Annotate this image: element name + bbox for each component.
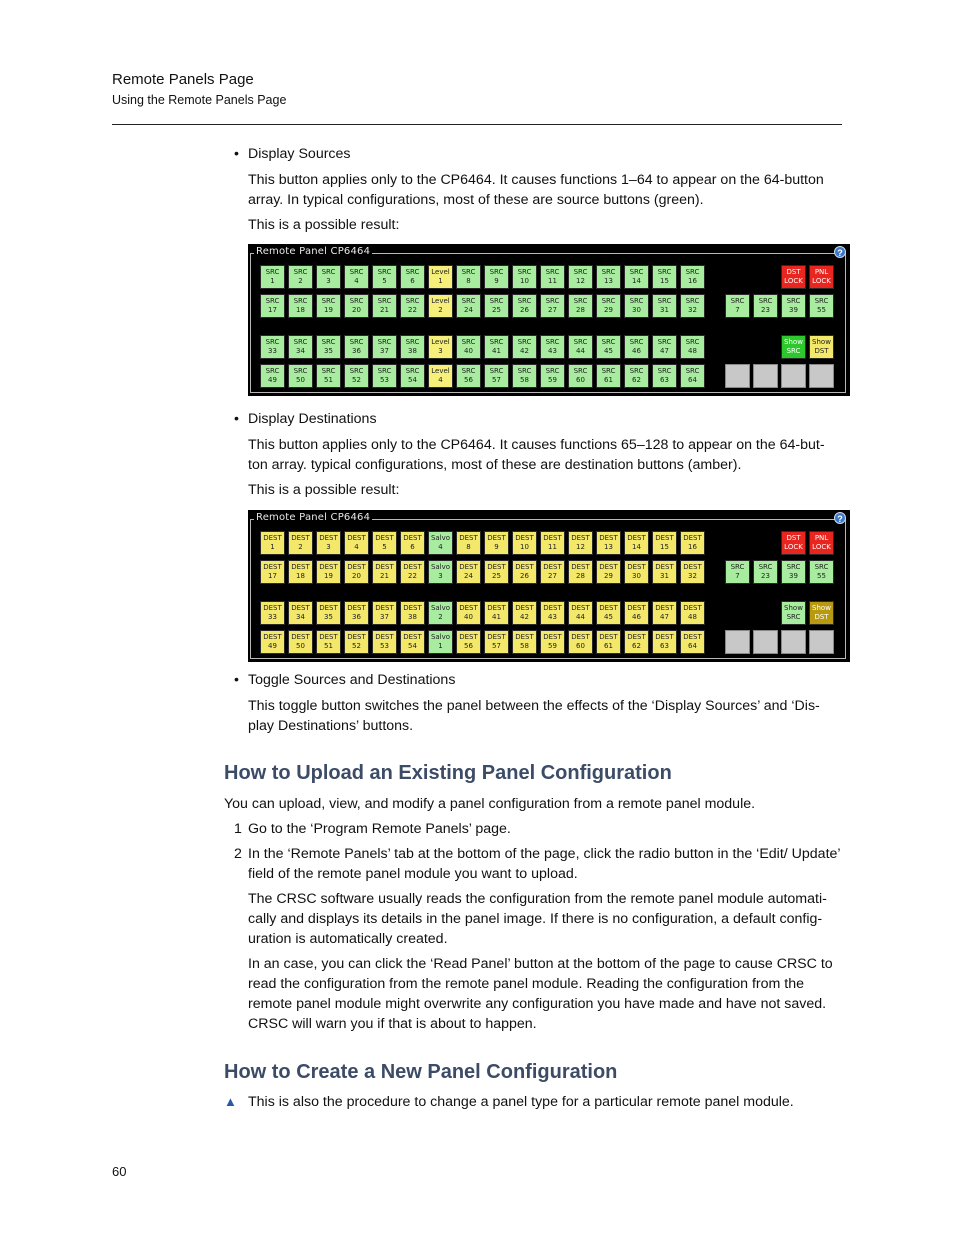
panel-button[interactable]: SRC 34 — [288, 335, 313, 359]
panel-side-button[interactable]: DST LOCK — [781, 531, 806, 555]
panel-button[interactable]: DEST 38 — [400, 601, 425, 625]
panel-button[interactable]: DEST 30 — [624, 560, 649, 584]
panel-button[interactable]: SRC 44 — [568, 335, 593, 359]
panel-blank-button[interactable] — [781, 630, 806, 654]
para-display-sources: This button applies only to the CP6464. It causes functions 1–64 to appear on the 64-button array. In typical configurations, most of these are source buttons (green). — [248, 172, 824, 208]
panel-button[interactable]: SRC 45 — [596, 335, 621, 359]
panel-button[interactable]: DEST 20 — [344, 560, 369, 584]
panel-button[interactable]: DEST 37 — [372, 601, 397, 625]
bullet-toggle: • Toggle Sources and Destinations — [234, 672, 456, 688]
step-number: 1 — [234, 821, 242, 837]
panel-button[interactable]: SRC 5 — [372, 265, 397, 289]
panel-button[interactable]: DEST 16 — [680, 531, 705, 555]
panel-button[interactable]: SRC 3 — [316, 265, 341, 289]
bullet-display-destinations: • Display Destinations — [234, 411, 377, 427]
panel-side-button[interactable]: SRC 7 — [725, 560, 750, 584]
help-icon[interactable]: ? — [834, 246, 846, 258]
panel-button[interactable]: SRC 63 — [652, 364, 677, 388]
panel-button[interactable]: DEST 53 — [372, 630, 397, 654]
heading-create: How to Create a New Panel Configuration — [224, 1061, 618, 1083]
panel-button[interactable]: SRC 32 — [680, 294, 705, 318]
panel-button[interactable]: SRC 35 — [316, 335, 341, 359]
panel-button[interactable]: SRC 6 — [400, 265, 425, 289]
panel-button[interactable]: DEST 40 — [456, 601, 481, 625]
panel-button[interactable]: DEST 42 — [512, 601, 537, 625]
panel-button[interactable]: SRC 53 — [372, 364, 397, 388]
panel-button[interactable]: DEST 51 — [316, 630, 341, 654]
panel-side-button[interactable]: Show SRC — [781, 601, 806, 625]
panel-button[interactable]: DEST 31 — [652, 560, 677, 584]
panel-side-button[interactable]: Show DST — [809, 335, 834, 359]
panel-button[interactable]: DEST 9 — [484, 531, 509, 555]
create-note: ▲ This is also the procedure to change a panel type for a particular remote panel module. — [224, 1094, 794, 1110]
panel-button[interactable]: DEST 59 — [540, 630, 565, 654]
panel-button[interactable]: SRC 60 — [568, 364, 593, 388]
panel-button[interactable]: DEST 21 — [372, 560, 397, 584]
panel-button[interactable]: DEST 45 — [596, 601, 621, 625]
step-text: In the ‘Remote Panels’ tab at the bottom of the page, click the radio button in the ‘Edit/ Update’ field of the remote panel module you want to upload. — [248, 846, 841, 882]
header-subtitle: Using the Remote Panels Page — [112, 93, 287, 107]
panel-button[interactable]: DEST 48 — [680, 601, 705, 625]
panel-button[interactable]: SRC 59 — [540, 364, 565, 388]
panel-side-button[interactable]: SRC 23 — [753, 294, 778, 318]
panel-button[interactable]: SRC 40 — [456, 335, 481, 359]
panel-button[interactable]: DEST 8 — [456, 531, 481, 555]
bullet-dot-icon: • — [234, 146, 239, 162]
panel-button[interactable]: DEST 5 — [372, 531, 397, 555]
panel-button[interactable]: DEST 35 — [316, 601, 341, 625]
panel-button[interactable]: DEST 47 — [652, 601, 677, 625]
panel-button[interactable]: SRC 27 — [540, 294, 565, 318]
panel-button[interactable]: SRC 18 — [288, 294, 313, 318]
panel-button[interactable]: SRC 8 — [456, 265, 481, 289]
panel-button[interactable]: DEST 44 — [568, 601, 593, 625]
panel-button[interactable]: Salvo 4 — [428, 531, 453, 555]
panel-button[interactable]: DEST 52 — [344, 630, 369, 654]
panel-button[interactable]: DEST 12 — [568, 531, 593, 555]
panel-button[interactable]: SRC 54 — [400, 364, 425, 388]
panel-button[interactable]: SRC 64 — [680, 364, 705, 388]
panel-button[interactable]: DEST 13 — [596, 531, 621, 555]
panel-sources — [248, 244, 850, 396]
panel-button[interactable]: DEST 62 — [624, 630, 649, 654]
panel-button[interactable]: DEST 4 — [344, 531, 369, 555]
panel-button[interactable]: SRC 11 — [540, 265, 565, 289]
panel-button[interactable]: SRC 22 — [400, 294, 425, 318]
panel-button[interactable]: SRC 61 — [596, 364, 621, 388]
panel-button[interactable]: SRC 56 — [456, 364, 481, 388]
panel-side-button[interactable]: SRC 55 — [809, 560, 834, 584]
panel-button[interactable]: SRC 15 — [652, 265, 677, 289]
panel-button[interactable]: SRC 42 — [512, 335, 537, 359]
panel-button[interactable]: DEST 41 — [484, 601, 509, 625]
panel-button[interactable]: DEST 19 — [316, 560, 341, 584]
panel-button[interactable]: DEST 2 — [288, 531, 313, 555]
upload-intro: You can upload, view, and modify a panel configuration from a remote panel module. — [224, 796, 756, 812]
panel-button[interactable]: DEST 25 — [484, 560, 509, 584]
panel-button[interactable]: DEST 6 — [400, 531, 425, 555]
panel-button[interactable]: SRC 1 — [260, 265, 285, 289]
panel-button[interactable]: DEST 56 — [456, 630, 481, 654]
panel-button[interactable]: SRC 37 — [372, 335, 397, 359]
panel-button[interactable]: DEST 36 — [344, 601, 369, 625]
panel-button[interactable]: SRC 14 — [624, 265, 649, 289]
panel-button[interactable]: DEST 10 — [512, 531, 537, 555]
panel-side-button[interactable]: Show SRC — [781, 335, 806, 359]
panel-button[interactable]: SRC 49 — [260, 364, 285, 388]
panel-button[interactable]: SRC 17 — [260, 294, 285, 318]
panel-button[interactable]: SRC 33 — [260, 335, 285, 359]
panel-button[interactable]: SRC 57 — [484, 364, 509, 388]
panel-button[interactable]: SRC 36 — [344, 335, 369, 359]
header-title: Remote Panels Page — [112, 71, 254, 88]
panel-button[interactable]: SRC 41 — [484, 335, 509, 359]
help-icon[interactable]: ? — [834, 512, 846, 524]
panel-side-button[interactable]: SRC 23 — [753, 560, 778, 584]
panel-button[interactable]: SRC 9 — [484, 265, 509, 289]
panel-button[interactable]: DEST 29 — [596, 560, 621, 584]
panel-button[interactable]: DEST 24 — [456, 560, 481, 584]
panel-side-button[interactable]: SRC 39 — [781, 560, 806, 584]
para-toggle: This toggle button switches the panel between the effects of the ‘Display Sources’ and ‘Dis-play Destinations’ buttons. — [248, 698, 820, 734]
panel-button[interactable]: DEST 43 — [540, 601, 565, 625]
page-number: 60 — [112, 1164, 127, 1179]
panel-button[interactable]: SRC 21 — [372, 294, 397, 318]
panel-button[interactable]: SRC 10 — [512, 265, 537, 289]
panel-button[interactable]: DEST 1 — [260, 531, 285, 555]
step-text: Go to the ‘Program Remote Panels’ page. — [248, 821, 511, 837]
panel-button[interactable]: DEST 57 — [484, 630, 509, 654]
panel-button[interactable]: Salvo 2 — [428, 601, 453, 625]
panel-side-button[interactable]: SRC 7 — [725, 294, 750, 318]
panel-button[interactable]: SRC 16 — [680, 265, 705, 289]
panel-blank-button[interactable] — [725, 364, 750, 388]
panel-button[interactable]: SRC 50 — [288, 364, 313, 388]
panel-button[interactable]: SRC 38 — [400, 335, 425, 359]
panel-button[interactable]: DEST 11 — [540, 531, 565, 555]
result-label-2: This is a possible result: — [248, 482, 400, 498]
panel-side-button[interactable]: DST LOCK — [781, 265, 806, 289]
panel-button[interactable]: SRC 51 — [316, 364, 341, 388]
panel-button[interactable]: DEST 33 — [260, 601, 285, 625]
panel-button[interactable]: DEST 26 — [512, 560, 537, 584]
panel-button[interactable]: DEST 50 — [288, 630, 313, 654]
panel-button[interactable]: SRC 46 — [624, 335, 649, 359]
upload-para-2: In an case, you can click the ‘Read Panel’ button at the bottom of the page to cause CRSC to read the configuration from the remote panel module. Reading the configuration from the remote panel module might overwrite any configuration you have made and have not saved. CRSC will warn you if that is about to happen. — [248, 956, 833, 1032]
panel-title: Remote Panel CP6464 — [256, 512, 371, 523]
header-rule — [112, 124, 842, 125]
panel-button[interactable]: DEST 28 — [568, 560, 593, 584]
panel-button[interactable]: DEST 64 — [680, 630, 705, 654]
panel-blank-button[interactable] — [753, 364, 778, 388]
panel-button[interactable]: SRC 47 — [652, 335, 677, 359]
panel-side-button[interactable]: Show DST — [809, 601, 834, 625]
panel-button[interactable]: SRC 13 — [596, 265, 621, 289]
panel-button[interactable]: Level 1 — [428, 265, 453, 289]
panel-button[interactable]: SRC 30 — [624, 294, 649, 318]
panel-button[interactable]: SRC 43 — [540, 335, 565, 359]
panel-button[interactable]: SRC 26 — [512, 294, 537, 318]
panel-button[interactable]: SRC 48 — [680, 335, 705, 359]
panel-button[interactable]: SRC 52 — [344, 364, 369, 388]
panel-button[interactable]: Salvo 1 — [428, 630, 453, 654]
panel-blank-button[interactable] — [781, 364, 806, 388]
panel-button[interactable]: DEST 15 — [652, 531, 677, 555]
panel-button[interactable]: SRC 19 — [316, 294, 341, 318]
panel-button[interactable]: SRC 58 — [512, 364, 537, 388]
step-number: 2 — [234, 846, 242, 862]
panel-button[interactable]: DEST 32 — [680, 560, 705, 584]
panel-button[interactable]: DEST 27 — [540, 560, 565, 584]
panel-blank-button[interactable] — [753, 630, 778, 654]
panel-side-button[interactable]: SRC 39 — [781, 294, 806, 318]
panel-button[interactable]: Level 3 — [428, 335, 453, 359]
para-display-destinations: This button applies only to the CP6464. It causes functions 65–128 to appear on the 64-but-ton array. typical configurations, most of these are destination buttons (amber). — [248, 437, 825, 473]
panel-button[interactable]: DEST 60 — [568, 630, 593, 654]
panel-destinations — [248, 510, 850, 662]
panel-button[interactable]: SRC 29 — [596, 294, 621, 318]
panel-button[interactable]: SRC 12 — [568, 265, 593, 289]
panel-button[interactable]: Level 2 — [428, 294, 453, 318]
panel-button[interactable]: DEST 34 — [288, 601, 313, 625]
panel-side-button[interactable]: PNL LOCK — [809, 265, 834, 289]
panel-button[interactable]: DEST 17 — [260, 560, 285, 584]
panel-button[interactable]: DEST 22 — [400, 560, 425, 584]
panel-button[interactable]: Level 4 — [428, 364, 453, 388]
panel-button[interactable]: SRC 2 — [288, 265, 313, 289]
panel-side-button[interactable]: SRC 55 — [809, 294, 834, 318]
panel-blank-button[interactable] — [809, 630, 834, 654]
bullet-display-sources: • Display Sources — [234, 146, 351, 162]
panel-button[interactable]: DEST 46 — [624, 601, 649, 625]
panel-blank-button[interactable] — [725, 630, 750, 654]
panel-button[interactable]: DEST 61 — [596, 630, 621, 654]
panel-button[interactable]: Salvo 3 — [428, 560, 453, 584]
panel-button[interactable]: DEST 63 — [652, 630, 677, 654]
panel-button[interactable]: DEST 3 — [316, 531, 341, 555]
panel-title: Remote Panel CP6464 — [256, 246, 371, 257]
panel-button[interactable]: SRC 28 — [568, 294, 593, 318]
panel-button[interactable]: SRC 20 — [344, 294, 369, 318]
panel-button[interactable]: DEST 14 — [624, 531, 649, 555]
panel-button[interactable]: SRC 24 — [456, 294, 481, 318]
panel-side-button[interactable]: PNL LOCK — [809, 531, 834, 555]
result-label-1: This is a possible result: — [248, 217, 400, 233]
panel-button[interactable]: SRC 62 — [624, 364, 649, 388]
panel-blank-button[interactable] — [809, 364, 834, 388]
panel-button[interactable]: SRC 4 — [344, 265, 369, 289]
panel-button[interactable]: DEST 58 — [512, 630, 537, 654]
triangle-icon: ▲ — [224, 1094, 237, 1109]
bullet-dot-icon: • — [234, 672, 239, 688]
heading-upload: How to Upload an Existing Panel Configuration — [224, 762, 672, 784]
panel-button[interactable]: DEST 18 — [288, 560, 313, 584]
bullet-dot-icon: • — [234, 411, 239, 427]
panel-button[interactable]: SRC 31 — [652, 294, 677, 318]
panel-button[interactable]: SRC 25 — [484, 294, 509, 318]
panel-button[interactable]: DEST 54 — [400, 630, 425, 654]
panel-button[interactable]: DEST 49 — [260, 630, 285, 654]
upload-para-1: The CRSC software usually reads the configuration from the remote panel module automati-cally and displays its details in the panel image. If there is no configuration, a default config-uration is automatically created. — [248, 891, 827, 947]
